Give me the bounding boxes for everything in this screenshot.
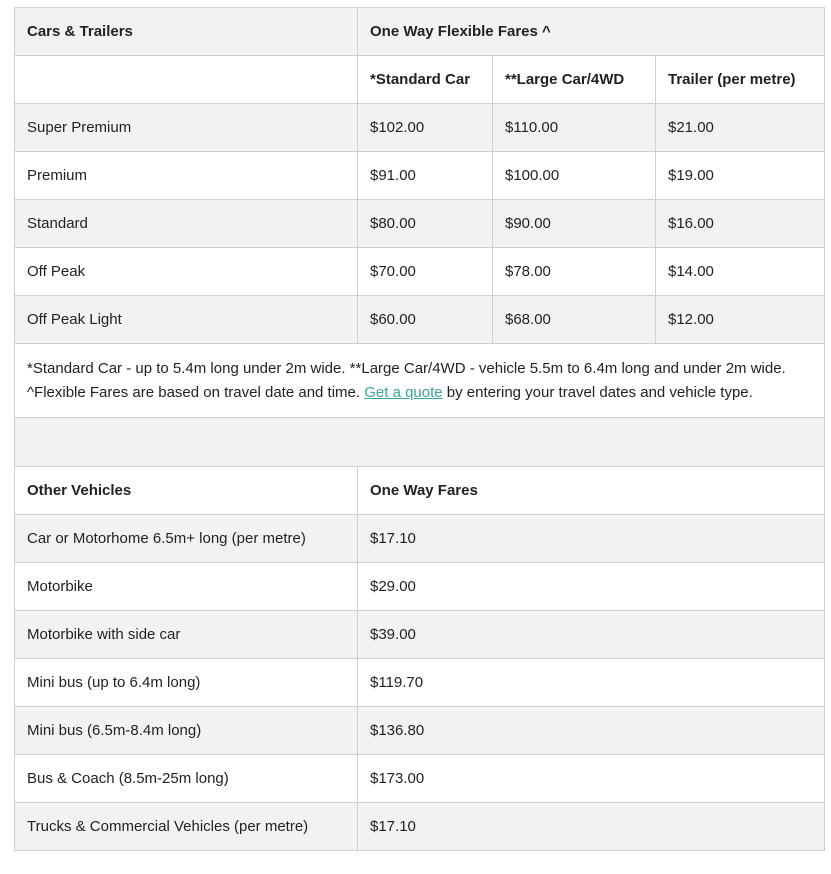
vehicle-fare: $173.00 <box>358 755 825 803</box>
vehicle-fare: $29.00 <box>358 563 825 611</box>
vehicle-fare: $17.10 <box>358 515 825 563</box>
standard-car-column-header: *Standard Car <box>358 56 493 104</box>
table-row <box>15 755 825 803</box>
vehicle-type-label: Trucks & Commercial Vehicles (per metre) <box>15 803 358 851</box>
one-way-fares-heading: One Way Fares <box>358 467 825 515</box>
fare-type-label: Off Peak Light <box>15 296 358 344</box>
table-row <box>15 707 825 755</box>
vehicle-type-label: Mini bus (6.5m-8.4m long) <box>15 707 358 755</box>
large-car-fare: $68.00 <box>493 296 656 344</box>
table-row <box>15 248 825 296</box>
large-car-fare: $90.00 <box>493 200 656 248</box>
table-row <box>15 659 825 707</box>
cars-trailers-heading: Cars & Trailers <box>15 8 358 56</box>
large-car-column-header: **Large Car/4WD <box>493 56 656 104</box>
cars-header-row <box>15 8 825 56</box>
table-row <box>15 152 825 200</box>
table-row <box>15 563 825 611</box>
fare-type-label: Off Peak <box>15 248 358 296</box>
large-car-fare: $100.00 <box>493 152 656 200</box>
fare-type-label: Premium <box>15 152 358 200</box>
other-vehicles-header-row <box>15 467 825 515</box>
vehicle-fare: $119.70 <box>358 659 825 707</box>
fares-table <box>14 7 825 851</box>
spacer-cell <box>15 418 825 467</box>
flexible-fares-heading: One Way Flexible Fares ^ <box>358 8 825 56</box>
table-row <box>15 611 825 659</box>
fare-type-label: Standard <box>15 200 358 248</box>
trailer-fare: $21.00 <box>656 104 825 152</box>
standard-car-fare: $80.00 <box>358 200 493 248</box>
trailer-fare: $12.00 <box>656 296 825 344</box>
other-vehicles-heading: Other Vehicles <box>15 467 358 515</box>
standard-car-fare: $91.00 <box>358 152 493 200</box>
vehicle-type-label: Mini bus (up to 6.4m long) <box>15 659 358 707</box>
vehicle-size-note: *Standard Car - up to 5.4m long under 2m wide. **Large Car/4WD - vehicle 5.5m to 6.4m long and under 2m wide. <box>27 359 786 377</box>
flexible-fares-note-prefix: ^Flexible Fares are based on travel date and time. <box>27 383 361 401</box>
fare-type-label: Super Premium <box>15 104 358 152</box>
vehicle-fare: $17.10 <box>358 803 825 851</box>
table-row <box>15 104 825 152</box>
table-row <box>15 200 825 248</box>
vehicle-type-label: Bus & Coach (8.5m-25m long) <box>15 755 358 803</box>
trailer-column-header: Trailer (per metre) <box>656 56 825 104</box>
trailer-fare: $14.00 <box>656 248 825 296</box>
cars-subheader-row <box>15 56 825 104</box>
trailer-fare: $19.00 <box>656 152 825 200</box>
large-car-fare: $78.00 <box>493 248 656 296</box>
flexible-fares-note-suffix: by entering your travel dates and vehicle type. <box>446 383 753 401</box>
table-spacer-row <box>15 418 825 467</box>
standard-car-fare: $70.00 <box>358 248 493 296</box>
standard-car-fare: $102.00 <box>358 104 493 152</box>
vehicle-type-label: Motorbike <box>15 563 358 611</box>
fare-notes-row <box>15 344 825 418</box>
large-car-fare: $110.00 <box>493 104 656 152</box>
trailer-fare: $16.00 <box>656 200 825 248</box>
empty-header-cell <box>15 56 358 104</box>
get-a-quote-link[interactable]: Get a quote <box>364 383 443 401</box>
table-row <box>15 515 825 563</box>
table-row <box>15 296 825 344</box>
vehicle-type-label: Motorbike with side car <box>15 611 358 659</box>
table-row <box>15 803 825 851</box>
fare-notes <box>15 344 825 418</box>
vehicle-fare: $136.80 <box>358 707 825 755</box>
vehicle-type-label: Car or Motorhome 6.5m+ long (per metre) <box>15 515 358 563</box>
vehicle-fare: $39.00 <box>358 611 825 659</box>
standard-car-fare: $60.00 <box>358 296 493 344</box>
